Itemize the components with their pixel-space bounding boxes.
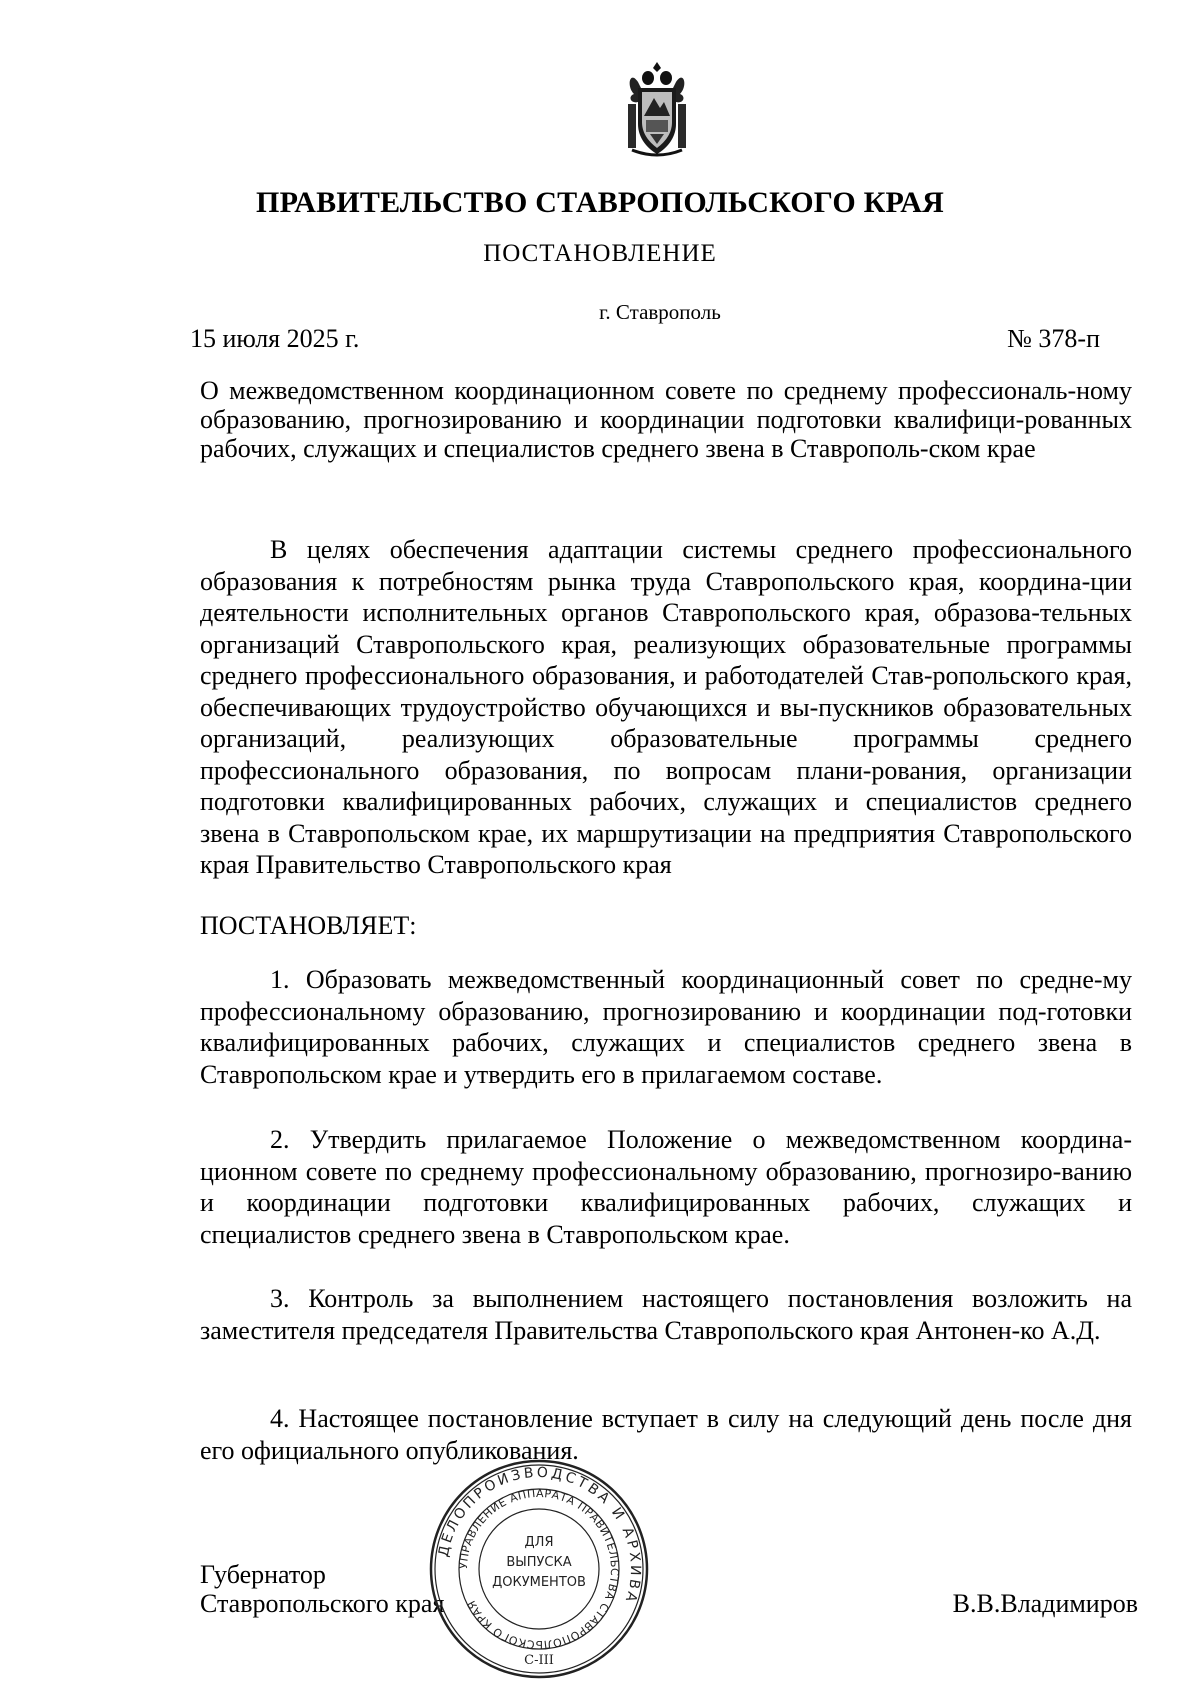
document-heading: О межведомственном координационном совете по среднему профессиональ-ному образованию, прогнозированию и координации подготовки квалифици-рованных рабочих, служащих и специалистов среднего звена в Ставрополь-ском крае bbox=[200, 376, 1132, 463]
city: г. Ставрополь bbox=[599, 300, 721, 324]
round-seal-icon bbox=[426, 1456, 652, 1682]
seal-center-line-3: ДОКУМЕНТОВ bbox=[492, 1575, 586, 1590]
seal-outer-text: ДЕЛОПРОИЗВОДСТВА И АРХИВА bbox=[435, 1464, 644, 1607]
signatory-role-line-2: Ставропольского края bbox=[200, 1589, 445, 1618]
organization-title: ПРАВИТЕЛЬСТВО СТАВРОПОЛЬСКОГО КРАЯ bbox=[256, 186, 944, 219]
seal-middle-text: УПРАВЛЕНИЕ АППАРАТА ПРАВИТЕЛЬСТВА СТАВРОПОЛЬСКОГО КРАЯ bbox=[456, 1486, 622, 1652]
signatory-role-line-1: Губернатор bbox=[200, 1560, 326, 1589]
seal-center-line-2: ВЫПУСКА bbox=[506, 1555, 572, 1570]
seal-center-line-1: ДЛЯ bbox=[524, 1535, 554, 1550]
signatory-role bbox=[200, 1560, 444, 1618]
seal-code: С-III bbox=[524, 1653, 554, 1668]
document-date: 15 июля 2025 г. bbox=[190, 324, 360, 353]
item-3-paragraph: 3. Контроль за выполнением настоящего постановления возложить на заместителя председателя Правительства Ставропольского края Антонен-ко А.Д. bbox=[200, 1284, 1132, 1345]
document-type: ПОСТАНОВЛЕНИЕ bbox=[483, 240, 717, 267]
document-number: № 378-п bbox=[1007, 324, 1100, 353]
resolves-label: ПОСТАНОВЛЯЕТ: bbox=[200, 911, 417, 940]
signatory-name: В.В.Владимиров bbox=[952, 1589, 1138, 1618]
coat-of-arms-icon bbox=[624, 60, 690, 158]
item-4-paragraph: 4. Настоящее постановление вступает в силу на следующий день после дня его официального опубликования. bbox=[200, 1404, 1132, 1465]
item-1-paragraph: 1. Образовать межведомственный координационный совет по средне-му профессиональному образованию, прогнозированию и координации под-готовки квалифицированных рабочих, служащих и специалистов среднего звена в Ставропольском крае и утвердить его в прилагаемом составе. bbox=[200, 965, 1132, 1089]
preamble-paragraph: В целях обеспечения адаптации системы среднего профессионального образования к потребностям рынка труда Ставропольского края, координа-ции деятельности исполнительных органов Ставропольского края, образова-тельных организаций Ставропольского края, реализующих образовательные программы среднего профессионального образования, и работодателей Став-ропольского края, обеспечивающих трудоустройство обучающихся и вы-пускников образовательных организаций, реализующих образовательные программы среднего профессионального образования, по вопросам плани-рования, организации подготовки квалифицированных рабочих, служащих и специалистов среднего звена в Ставропольском крае, их маршрутизации на предприятия Ставропольского края Правительство Ставропольского края bbox=[200, 535, 1132, 879]
item-2-paragraph: 2. Утвердить прилагаемое Положение о межведомственном координа-ционном совете по среднему профессиональному образованию, прогнозиро-ванию и координации подготовки квалифицированных рабочих, служащих и специалистов среднего звена в Ставропольском крае. bbox=[200, 1125, 1132, 1249]
